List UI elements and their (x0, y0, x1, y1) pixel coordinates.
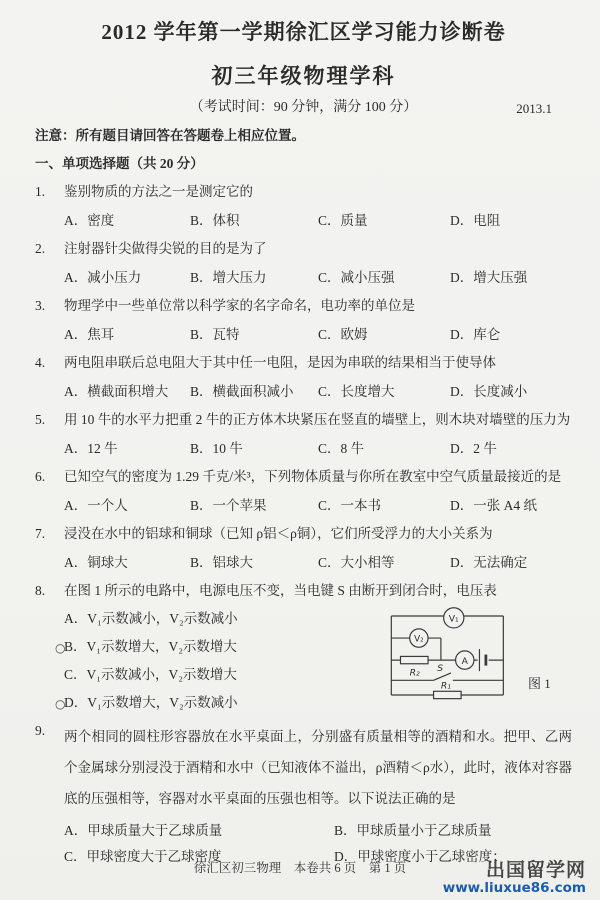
voltmeter-1-label: V₁ (448, 613, 459, 625)
exam-info: （考试时间：90 分钟，满分 100 分） (189, 100, 418, 115)
option: A．甲球质量大于乙球质量 (64, 823, 223, 838)
option: A．铜球大 (64, 555, 128, 570)
option: D．V₁示数增大，V₂示数减小 (64, 695, 238, 710)
question-9 (35, 721, 572, 814)
ammeter-label: A (461, 655, 468, 667)
option: D．增大压强 (450, 270, 528, 285)
option: A．12 牛 (64, 441, 118, 456)
exam-info-row (35, 98, 572, 118)
question-6-options (35, 496, 572, 516)
option: B．横截面积减小 (190, 384, 294, 399)
option: B．体积 (190, 213, 240, 228)
option: D．甲球密度小于乙球密度； (334, 849, 506, 864)
option: D．2 牛 (450, 441, 497, 456)
option: D．长度减小 (450, 384, 528, 399)
watermark (442, 858, 586, 896)
option: B．增大压力 (190, 270, 267, 285)
option: B．瓦特 (190, 327, 240, 342)
option: C．减小压强 (318, 270, 395, 285)
stray-pen-mark: ○ (55, 641, 66, 655)
resistor-2-label: R₂ (409, 667, 420, 679)
option: C．长度增大 (318, 384, 395, 399)
exam-subtitle: 初三年级物理学科 (211, 64, 396, 88)
exam-title: 2012 学年第一学期徐汇区学习能力诊断卷 (101, 20, 506, 44)
question-number: 6. (35, 469, 46, 484)
question-stem: 用 10 牛的水平力把重 2 牛的正方体木块紧压在竖直的墙壁上，则木块对墙壁的压力为 (64, 412, 571, 427)
question-2-options (35, 268, 572, 288)
option: C．8 牛 (318, 441, 365, 456)
option: C．大小相等 (318, 555, 395, 570)
question-number: 8. (35, 583, 46, 598)
question-stem: 两电阻串联后总电阻大于其中任一电阻，是因为串联的结果相当于使导体 (64, 355, 496, 370)
question-stem: 在图 1 所示的电路中，电源电压不变，当电键 S 由断开到闭合时，电压表 (64, 583, 497, 598)
question-stem: 浸没在水中的铝球和铜球（已知 ρ铝＜ρ铜），它们所受浮力的大小关系为 (64, 526, 493, 541)
option: A．V₁示数减小，V₂示数减小 (64, 611, 238, 626)
page-footer: 徐汇区初三物理 本卷共 6 页 第 1 页 (193, 861, 407, 875)
question-3 (35, 296, 572, 316)
voltmeter-2-label: V₂ (414, 634, 424, 645)
option-row (64, 665, 382, 685)
option: B．甲球质量小于乙球质量 (334, 823, 492, 838)
resistor-1-label: R₁ (440, 680, 451, 692)
circuit-diagram (382, 605, 520, 706)
question-5 (35, 410, 572, 430)
stray-pen-mark: ○ (55, 697, 66, 711)
option: C．质量 (318, 213, 368, 228)
option-row (55, 637, 382, 657)
question-7-options (35, 553, 572, 573)
question-5-options (35, 439, 572, 459)
question-stem: 鉴别物质的方法之一是测定它的 (64, 184, 253, 199)
option: A．减小压力 (64, 270, 142, 285)
exam-date: 2013.1 (516, 101, 552, 116)
watermark-site-name: 出国留学网 (485, 858, 586, 881)
question-1-options (35, 211, 572, 231)
option: A．焦耳 (64, 327, 115, 342)
question-1 (35, 182, 572, 202)
option: C．欧姆 (318, 327, 368, 342)
question-8-options (35, 601, 382, 713)
figure-1 (382, 601, 572, 706)
question-3-options (35, 325, 572, 345)
option: B．一个苹果 (190, 498, 267, 513)
option: D．库仑 (450, 327, 501, 342)
option: B．10 牛 (190, 441, 243, 456)
question-number: 1. (35, 184, 46, 199)
question-4 (35, 353, 572, 373)
question-stem: 两个相同的圆柱形容器放在水平桌面上，分别盛有质量相等的酒精和水。把甲、乙两个金属球分别浸没于酒精和水中（已知液体不溢出，ρ酒精＜ρ水），此时，液体对容器底的压强相等，容器对水平桌面的压强也相等。以下说法正确的是 (64, 729, 572, 806)
question-number: 5. (35, 412, 46, 427)
exam-notice: 注意：所有题目请回答在答题卷上相应位置。 (35, 128, 305, 143)
question-number: 3. (35, 298, 46, 313)
switch-label: S (437, 663, 444, 675)
option: A．横截面积增大 (64, 384, 169, 399)
question-stem: 物理学中一些单位常以科学家的名字命名，电功率的单位是 (64, 298, 415, 313)
option-row (64, 609, 382, 629)
option: C．一本书 (318, 498, 382, 513)
question-stem: 注射器针尖做得尖锐的目的是为了 (64, 241, 267, 256)
question-stem: 已知空气的密度为 1.29 千克/米³，下列物体质量与你所在教室中空气质量最接近的是 (64, 469, 562, 484)
option: D．一张 A4 纸 (450, 498, 537, 513)
option: A．密度 (64, 213, 115, 228)
question-7 (35, 524, 572, 544)
section-title: 一、单项选择题（共 20 分） (35, 156, 204, 171)
question-8 (35, 581, 572, 601)
option: B．铝球大 (190, 555, 254, 570)
question-number: 9. (35, 723, 46, 738)
option: C．V₁示数减小，V₂示数增大 (64, 667, 237, 682)
question-4-options (35, 382, 572, 402)
option: C．甲球密度大于乙球密度 (64, 849, 222, 864)
option: D．电阻 (450, 213, 501, 228)
question-6 (35, 467, 572, 487)
watermark-site-url: www.liuxue86.com (442, 879, 586, 896)
option: D．无法确定 (450, 555, 528, 570)
question-number: 2. (35, 241, 46, 256)
question-2 (35, 239, 572, 259)
question-8-body (35, 601, 572, 713)
option-row (55, 693, 382, 713)
option: A．一个人 (64, 498, 128, 513)
question-number: 4. (35, 355, 46, 370)
question-number: 7. (35, 526, 46, 541)
figure-caption: 图 1 (528, 676, 551, 691)
option: B．V₁示数增大，V₂示数增大 (64, 639, 237, 654)
